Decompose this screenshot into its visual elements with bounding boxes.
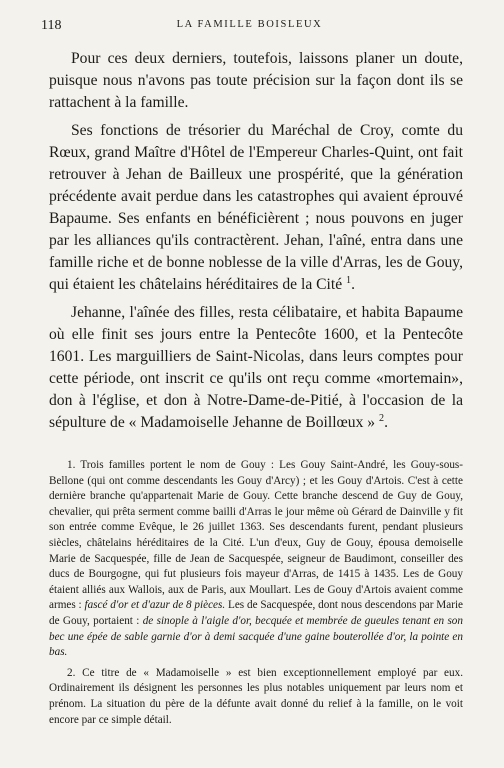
footnote-1-arms-gouy: fascé d'or et d'azur de 8 pièces.: [84, 599, 226, 612]
paragraph-3-text: Jehanne, l'aînée des filles, resta célibataire, et habita Bapaume où elle finit ses jours entre la Pentecôte 1600, et la Pentecôte 1601. Les marguilliers de Saint-Nicolas, dans leurs comptes pour cette période, ont inscrit ce qu'ils ont reçu comme «mortemain», don à l'église, et don à Notre-Dame-de-Pitié, à l'occasion de la sépulture de « Madamoiselle Jehanne de Boillœux »: [49, 304, 463, 431]
footnote-1-arms-sacquespee: de sinople à l'aigle d'or, becquée et membrée de gueules tenant en son bec une épée de sable garnie d'or à demi sacquée d'une gaine bouterollée d'or, la pointe en bas.: [49, 614, 463, 659]
paragraph-1: [49, 48, 463, 114]
footnote-2-text: 2. Ce titre de « Madamoiselle » est bien exceptionnellement employé par eux. Ordinairement ils désignent les personnes les plus notables uniquement par leurs nom et prénom. La situation du père de la défunte avait donné du relief à la famille, on le voit encore par ce simple détail.: [49, 666, 463, 726]
footnote-1: [49, 458, 463, 661]
paragraph-2: Ses fonctions de trésorier du Maréchal de Croy, comte du Rœux, grand Maître d'Hôtel de l'Empereur Charles-Quint, ont fait retrouver à Jehan de Bailleux une prospérité, que la génération précédente avait perdue dans les catastrophes qui avaient éprouvé Bapaume. Ses enfants en bénéficièrent ; nous pouvons en juger par les alliances qu'ils contractèrent. Jehan, l'aîné, entra dans une famille riche et de bonne noblesse de la ville d'Arras, les de Gouy, qui étaient les châtelains héréditaires de la Cité $^1$.: [49, 122, 463, 293]
footnote-ref-1: 1: [346, 274, 352, 286]
footnote-1-text-2: Les de Sacquespée, dont nous descendons par Marie de Gouy, portaient :: [49, 599, 464, 627]
footnote-1-text: 1. Trois familles portent le nom de Gouy : Les Gouy Saint-André, les Gouy-sous-Bellone (qui ont comme descendants les Gouy d'Arcy) ; et les Gouy d'Artois. C'est à cette dernière branche qu'appartenait Marie de Gouy. Cette branche descend de Guy de Gouy, chevalier, qui prêta serment comme bailli d'Arras le jour même où Gérard de Dainville y fit son entrée comme Evêque, le 26 juillet 1363. Ses descendants furent, pendant plusieurs siècles, châtelains héréditaires de la Cité. L'un d'eux, Guy de Gouy, épousa demoiselle Marie de Sacquespée, fille de Jean de Sacquespée, seigneur de Baudimont, conseiller des ducs de Bourgogne, qui fut plusieurs fois mayeur d'Arras, de 1415 à 1435. Les de Gouy étaient alliés aux Wallois, aux de Paris, aux Moullart. Les de Gouy d'Artois avaient comme armes :: [49, 459, 463, 612]
paragraph-3: Jehanne, l'aînée des filles, resta célibataire, et habita Bapaume où elle finit ses jours entre la Pentecôte 1600, et la Pentecôte 1601. Les marguilliers de Saint-Nicolas, dans leurs comptes pour cette période, ont inscrit ce qu'ils ont reçu comme «mortemain», don à l'église, et don à Notre-Dame-de-Pitié, à l'occasion de la sépulture de « Madamoiselle Jehanne de Boillœux » $^2$.: [49, 304, 463, 431]
running-title: LA FAMILLE BOISLEUX: [176, 19, 323, 30]
footnotes: [49, 458, 463, 733]
paragraph-2-text: Ses fonctions de trésorier du Maréchal de Croy, comte du Rœux, grand Maître d'Hôtel de l'Empereur Charles-Quint, ont fait retrouver à Jehan de Bailleux une prospérité, que la génération précédente avait perdue dans les catastrophes qui avaient éprouvé Bapaume. Ses enfants en bénéficièrent ; nous pouvons en juger par les alliances qu'ils contractèrent. Jehan, l'aîné, entra dans une famille riche et de bonne noblesse de la ville d'Arras, les de Gouy, qui étaient les châtelains héréditaires de la Cité: [49, 122, 463, 293]
main-text: [49, 48, 463, 440]
paragraph-1-text: Pour ces deux derniers, toutefois, laissons planer un doute, puisque nous n'avons pas toute précision sur la façon dont ils se rattachent à la famille.: [49, 50, 463, 111]
page-number: 118: [41, 18, 62, 33]
footnote-2: [49, 666, 463, 728]
footnote-ref-2: 2: [379, 412, 385, 424]
page-header: [41, 18, 458, 38]
